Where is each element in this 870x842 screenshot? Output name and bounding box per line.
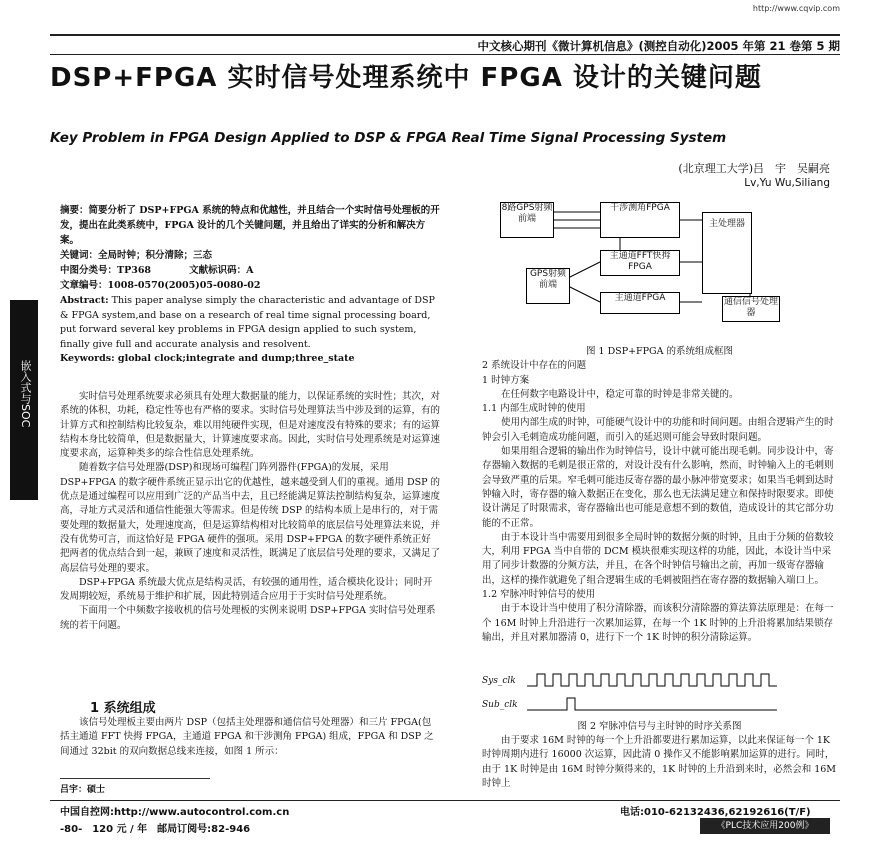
header-rule [50, 34, 840, 36]
footnote-rule [60, 778, 210, 779]
footer-ad-tag: 《PLC技术应用200例》 [700, 818, 830, 834]
paragraph: 由于本设计当中使用了积分清除器，而该积分清除器的算法算法原理是：在每一个 16M 时钟上升沿进行一次累加运算，在每一个 1K 时钟的上升沿将累加结果锁存输出，并且对累加器清 0，进行下一个 1K 时钟的积分清除运算。 [482, 603, 834, 643]
header-rule-bottom [50, 54, 840, 55]
class-info [60, 263, 440, 278]
paragraph: 由于要求 16M 时钟的每一个上升沿都要进行累加运算，以此来保证每一个 1K 时钟周期内进行 16000 次运算，因此清 0 操作又不能影响累加运算的进行。同时，由于 1K 时钟是由 16M 时钟分频得来的，1K 时钟的上升沿到来时，必然会和 16M 时钟上 [482, 735, 837, 789]
angle-fpga-box: 干涉测角FPGA [600, 202, 680, 238]
sys-clk-waveform [527, 674, 777, 686]
footer-website[interactable]: 中国自控网:http://www.autocontrol.com.cn [60, 807, 290, 818]
comm-processor-box: 通信信号处理器 [722, 296, 780, 322]
fft-fpga-box: 主通道FFT快拇FPGA [600, 250, 680, 276]
footer-page-info: -80- 120 元 / 年 邮局订阅号:82-946 [60, 824, 251, 835]
en-abstract-text: This paper analyse simply the characteristic and advantage of DSP & FPGA system,and base on a research of real time signal processing board, put forward several key problems in FPGA design applied to such system, finally give full and accurate analysis and resolvent. [60, 295, 435, 350]
en-abstract [60, 294, 440, 367]
paragraph: 随着数字信号处理器(DSP)和现场可编程门阵列器件(FPGA)的发展，采用 DSP+FPGA 的数字硬件系统正显示出它的优越性，越来越受到人们的重视。通用 DSP 的优点是通过编程可以应用到广泛的产品当中去，且已经能满足算法控制结构复杂，运算速度高，寻址方式灵活和通信性能强大等需求。但是传统 DSP 的结构本质上是串行的，对于需要处理的数据量大，处理速度高，但是运算结构相对比较简单的底层信号处理算法来说，并没有优势可言，而这恰好是 FPGA 硬件的强项。采用 DSP+FPGA 的数字硬件系统正好把两者的优点结合到一起，兼顾了速度和灵活性，既满足了底层信号处理的要求，又满足了高层信号处理的要求。 [60, 462, 441, 574]
subheading: 1 时钟方案 [482, 374, 530, 386]
paper-title-en: Key Problem in FPGA Design Applied to DSP & FPGA Real Time Signal Processing System [50, 130, 727, 146]
cn-abstract [60, 203, 440, 293]
sub-clk-label: Sub_clk [482, 700, 518, 710]
body-left-column [60, 390, 440, 633]
section1-body [60, 716, 440, 759]
gps8-frontend-box: 8路GPS射频前端 [500, 202, 554, 238]
section2-heading: 2 系统设计中存在的问题 [482, 360, 587, 372]
sub-clk-waveform [527, 698, 777, 710]
paragraph: 使用内部生成的时钟，可能硬气设计中的功能和时间问题。由组合逻辑产生的时钟会引入毛刺造成功能问题，而引入的延迟则可能会导致时限问题。 [482, 417, 834, 443]
figure1-caption: 图 1 DSP+FPGA 的系统组成框图 [585, 346, 733, 357]
paragraph: 由于本设计当中需要用到很多全局时钟的数据分频的时钟，且由于分频的倍数较大，利用 FPGA 当中自带的 DCM 模块很难实现这样的功能，因此，本设计当中采用了同步计数器的分频方法，并且，在各个时钟信号输出之前，再加一级寄存器输出，这样的操作就避免了组合逻辑生成的毛刺被阻挡在寄存器的数据输入端口上。 [482, 531, 834, 586]
footnote: 吕宇：硕士 [60, 785, 106, 795]
class-number: 中图分类号：TP368 [60, 265, 152, 276]
paper-title-cn: DSP+FPGA 实时信号处理系统中 FPGA 设计的关键问题 [50, 63, 762, 93]
cn-abstract-text: 摘要：简要分析了 DSP+FPGA 系统的特点和优越性，并且结合一个实时信号处理板的开发，提出在此类系统中，FPGA 设计的几个关键问题，并且给出了详实的分析和解决方案。 [60, 205, 440, 246]
side-label: 嵌入式与SOC [19, 360, 32, 428]
timing-waveforms [527, 670, 827, 716]
main-channel-fpga-box: 主通道FPGA [600, 292, 680, 314]
paragraph: 在任何数字电路设计中，稳定可靠的时钟是非常关键的。 [501, 388, 739, 400]
body-right-column-bottom [482, 734, 837, 791]
article-number: 文章编号：1008-0570(2005)05-0080-02 [60, 280, 261, 291]
body-right-column [482, 345, 837, 645]
journal-header: 中文核心期刊《微计算机信息》(测控自动化)2005 年第 21 卷第 5 期 [477, 39, 840, 53]
paragraph: 下面用一个中频数字接收机的信号处理板的实例来说明 DSP+FPGA 实时信号处理系统的若干问题。 [60, 605, 436, 631]
paragraph: DSP+FPGA 系统最大优点是结构灵活，有较强的通用性，适合模块化设计；同时开发周期较短，系统易于维护和扩展，因此特别适合应用于于实时信号处理系统。 [60, 576, 433, 603]
paragraph: 如果用组合逻辑的输出作为时钟信号，设计中就可能出现毛刺。同步设计中，寄存器输入数据的毛刺是很正常的，对设计没有什么影响，然而，时钟输入上的毛刺则会导致严重的后果。窄毛刺可能违反寄存器的最小脉冲带宽要求；如果当毛刺到达时钟输入时，寄存器的输入数据正在变化，那么也无法满足建立和保持时限要求。即使设计满足了时限需求，寄存器输出也可能是意想不到的数值，造成设计的其它部分功能的不正常。 [482, 446, 834, 529]
section-heading: 1 系统组成 [90, 701, 156, 716]
affiliation: (北京理工大学)吕 宇 吴嗣亮 [678, 162, 830, 175]
gps-frontend-box: GPS射频前端 [526, 268, 570, 304]
site-url[interactable]: http://www.cqvip.com [752, 4, 840, 13]
paragraph: 该信号处理板主要由两片 DSP（包括主处理器和通信信号处理器）和三片 FPGA(包括主通道 FFT 快拇 FPGA，主通道 FPGA 和干涉测角 FPGA) 组成，FPGA 和 DSP 之间通过 32bit 的双向数据总线来连接，如图 1 所示： [60, 717, 434, 757]
en-abstract-label: Abstract: [60, 295, 109, 306]
cn-keywords: 关键词：全局时钟；积分清除；三态 [60, 250, 213, 261]
doc-code: 文献标识码：A [189, 265, 254, 276]
figure1-diagram [500, 198, 830, 328]
subheading: 1.2 窄脉冲时钟信号的使用 [482, 589, 596, 601]
figure2-timing [482, 670, 837, 730]
authors-english: Lv,Yu Wu,Siliang [744, 177, 830, 189]
subheading: 1.1 内部生成时钟的使用 [482, 403, 586, 415]
en-keywords: Keywords: global clock;integrate and dump;three_state [60, 353, 355, 364]
footer-phone: 电话:010-62132436,62192616(T/F) [620, 807, 811, 818]
figure2-caption: 图 2 窄脉冲信号与主时钟的时序关系图 [577, 721, 742, 732]
sys-clk-label: Sys_clk [482, 676, 516, 686]
paragraph: 实时信号处理系统要求必须具有处理大数据量的能力，以保证系统的实时性；其次，对系统的体积，功耗，稳定性等也有严格的要求。实时信号处理算法当中涉及到的运算，有的计算方式和控制结构比较复杂，难以用纯硬件实现，但是对速度没有特殊的要求；有的运算结构本身比较简单，但是数据量大，计算速度要求高。因此，实时信号处理系统是对运算速度要求高，运算种类多的综合性信息处理系统。 [60, 391, 441, 460]
main-processor-box: 主处理器 [702, 212, 752, 294]
footer-rule [50, 800, 840, 801]
